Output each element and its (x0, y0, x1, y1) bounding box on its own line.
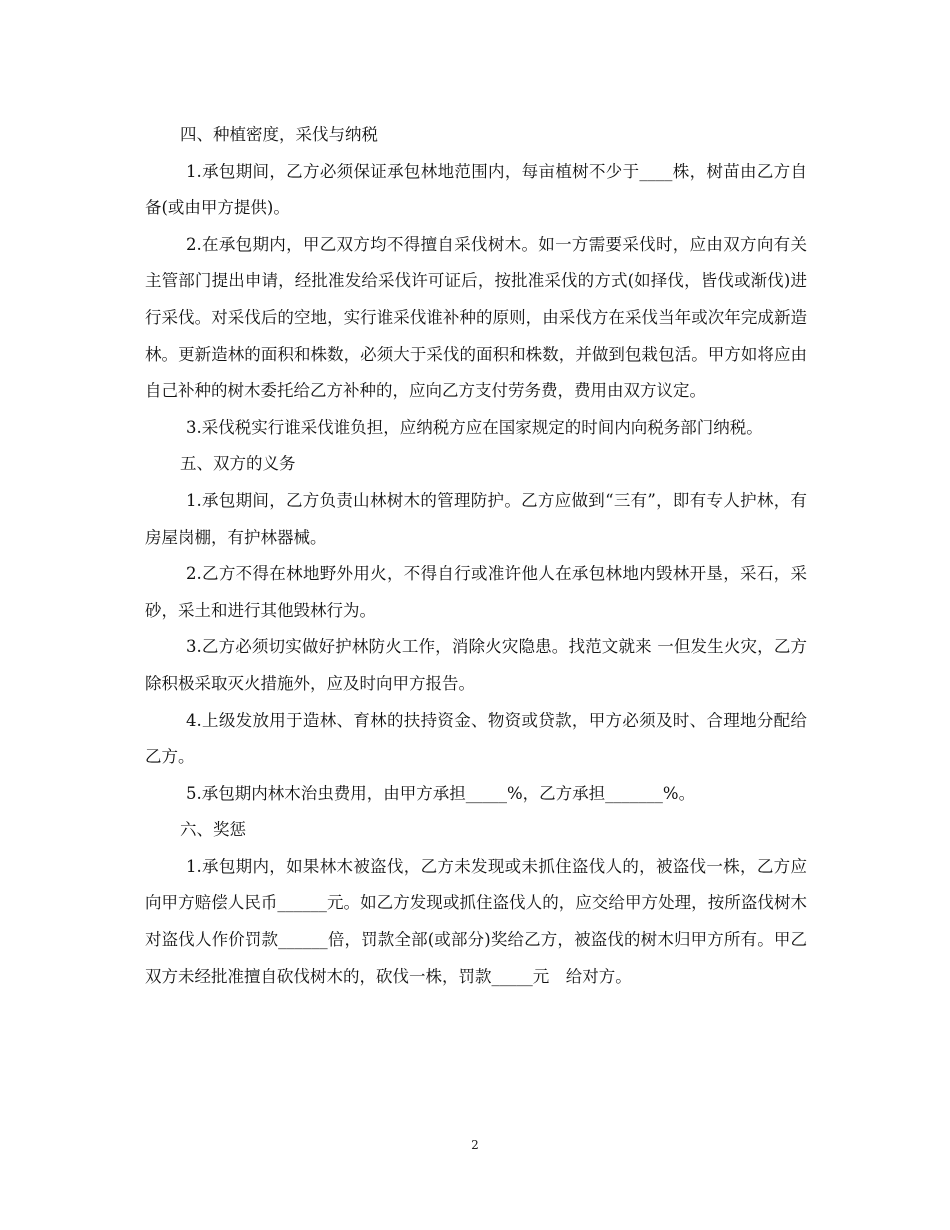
clause-5-2: 2.乙方不得在林地野外用火，不得自行或准许他人在承包林地内毁林开垦，采石，采砂，采土和进行其他毁林行为。 (145, 564, 807, 620)
document-body (145, 117, 807, 995)
clause-4-1: 1.承包期间，乙方必须保证承包林地范围内，每亩植树不少于____株，树苗由乙方自备(或由甲方提供)。 (145, 161, 807, 218)
clause-4-2: 2.在承包期内，甲乙双方均不得擅自采伐树木。如一方需要采伐时，应由双方向有关主管部门提出申请，经批准发给采伐许可证后，按批准采伐的方式(如择伐，皆伐或渐伐)进行采伐。对采伐后的空地，实行谁采伐谁补种的原则，由采伐方在采伐当年或次年完成新造林。更新造林的面积和株数，必须大于采伐的面积和株数，并做到包栽包活。甲方如将应由自己补种的树木委托给乙方补种的，应向乙方支付劳务费，费用由双方议定。 (145, 234, 807, 401)
page-number: 2 (471, 1138, 479, 1152)
clause-5-4: 4.上级发放用于造林、育林的扶持资金、物资或贷款，甲方必须及时、合理地分配给乙方。 (145, 710, 807, 767)
section-heading-6: 六、奖惩 (180, 820, 246, 840)
section-heading-4: 四、种植密度，采伐与纳税 (180, 125, 378, 144)
clause-5-5: 5.承包期内林木治虫费用，由甲方承担_____%，乙方承担_______%。 (186, 783, 696, 803)
clause-5-1: 1.承包期间，乙方负责山林树木的管理防护。乙方应做到“三有”，即有专人护林，有房屋岗棚，有护林器械。 (145, 490, 807, 547)
section-heading-5: 五、双方的义务 (180, 454, 296, 474)
clause-5-3: 3.乙方必须切实做好护林防火工作，消除火灾隐患。找范文就来 一但发生火灾，乙方除积极采取灭火措施外，应及时向甲方报告。 (145, 637, 807, 693)
clause-4-3: 3.采伐税实行谁采伐谁负担，应纳税方应在国家规定的时间内向税务部门纳税。 (186, 417, 763, 437)
clause-6-1: 1.承包期内，如果林木被盗伐，乙方未发现或未抓住盗伐人的，被盗伐一株，乙方应向甲方赔偿人民币______元。如乙方发现或抓住盗伐人的，应交给甲方处理，按所盗伐树木对盗伐人作价罚款______倍，罚款全部(或部分)奖给乙方，被盗伐的树木归甲方所有。甲乙双方未经批准擅自砍伐树木的，砍伐一株，罚款_____元 给对方。 (145, 856, 807, 986)
